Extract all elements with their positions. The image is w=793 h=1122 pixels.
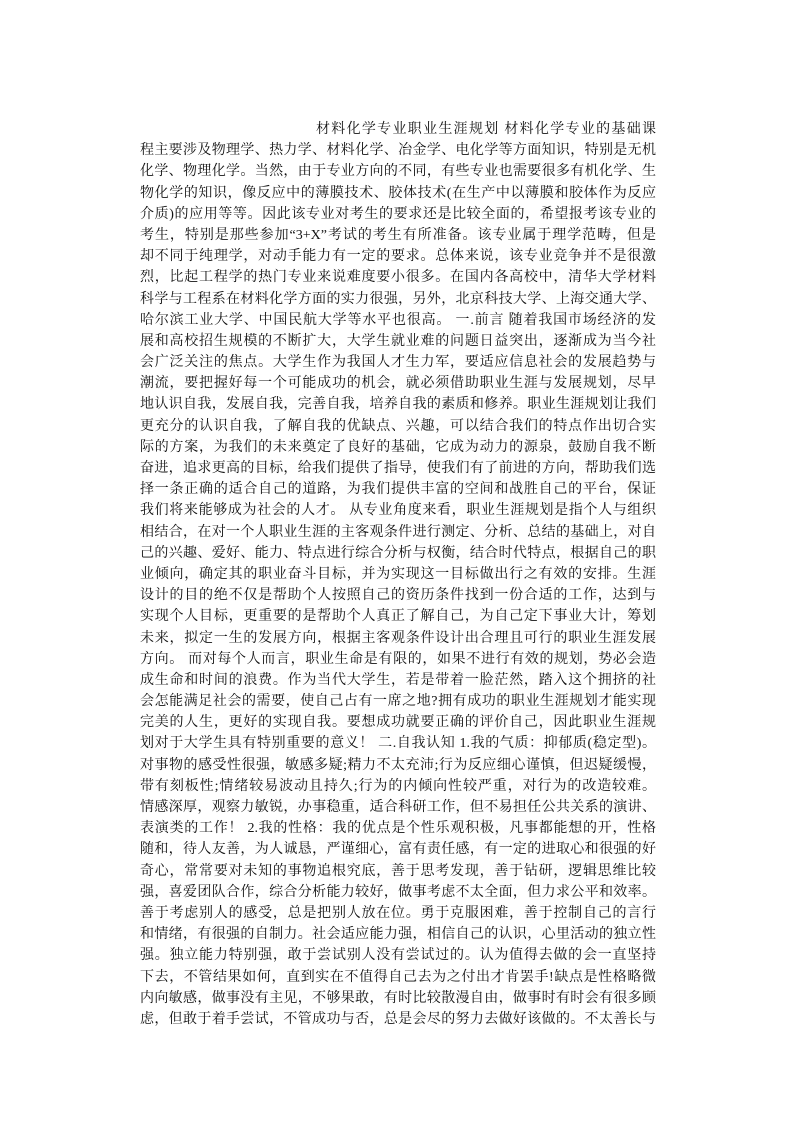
text-line: 善于考虑别人的感受，总是把别人放在位。勇于克服困难，善于控制自己的言行 (140, 905, 656, 921)
text-line: 强，喜爱团队合作，综合分析能力较好，做事考虑不太全面，但力求公平和效率。 (140, 884, 656, 900)
text-line: 业倾向，确定其的职业奋斗目标，并为实现这一目标做出行之有效的安排。生涯 (140, 566, 656, 582)
text-line: 下去，不管结果如何，直到实在不值得自己去为之付出才肯罢手!缺点是性格略微 (140, 969, 656, 985)
text-line: 烈，比起工程学的热门专业来说难度要小很多。在国内各高校中，清华大学材料 (140, 270, 656, 286)
text-line: 完美的人生，更好的实现自我。要想成功就要正确的评价自己，因此职业生涯规 (140, 715, 656, 731)
text-line: 强。独立能力特别强，敢于尝试别人没有尝试过的。认为值得去做的会一直坚持 (140, 948, 656, 964)
text-line: 择一条正确的适合自己的道路，为我们提供丰富的空间和战胜自己的平台，保证 (140, 482, 656, 498)
text-line: 会广泛关注的焦点。大学生作为我国人才生力军，要适应信息社会的发展趋势与 (140, 355, 656, 371)
text-line: 未来，拟定一生的发展方向，根据主客观条件设计出合理且可行的职业生涯发展 (140, 630, 656, 646)
text-block (140, 119, 656, 1030)
text-line: 表演类的工作！ 2.我的性格：我的优点是个性乐观积极，凡事都能想的开，性格 (140, 821, 656, 837)
text-line: 奇心，常常要对未知的事物追根究底，善于思考发现，善于钻研，逻辑思维比较 (140, 863, 656, 879)
text-line: 却不同于纯理学，对动手能力有一定的要求。总体来说，该专业竞争并不是很激 (140, 249, 656, 265)
text-line: 随和，待人友善，为人诚恳，严谨细心，富有责任感，有一定的进取心和很强的好 (140, 842, 656, 858)
text-line: 化学、物理化学。当然，由于专业方向的不同，有些专业也需要很多有机化学、生 (140, 164, 656, 180)
text-line: 带有刻板性;情绪较易波动且持久;行为的内倾向性较严重，对行为的改造较难。 (140, 778, 656, 794)
text-line: 考生，特别是那些参加“3+X”考试的考生有所准备。该专业属于理学范畴，但是 (140, 227, 656, 243)
text-line: 成生命和时间的浪费。作为当代大学生，若是带着一脸茫然，踏入这个拥挤的社 (140, 672, 656, 688)
text-line: 方向。 而对每个人而言，职业生命是有限的，如果不进行有效的规划，势必会造 (140, 651, 656, 667)
text-line: 科学与工程系在材料化学方面的实力很强，另外，北京科技大学、上海交通大学、 (140, 291, 656, 307)
text-line: 情感深厚，观察力敏锐，办事稳重，适合科研工作，但不易担任公共关系的演讲、 (140, 800, 656, 815)
text-line: 会怎能满足社会的需要，使自己占有一席之地?拥有成功的职业生涯规划才能实现 (140, 694, 656, 710)
text-line: 实现个人目标，更重要的是帮助个人真正了解自己，为自己定下事业大计，筹划 (140, 609, 656, 625)
text-line: 物化学的知识，像反应中的薄膜技术、胶体技术(在生产中以薄膜和胶体作为反应 (140, 185, 656, 201)
text-line: 哈尔滨工业大学、中国民航大学等水平也很高。 一.前言 随着我国市场经济的发 (140, 312, 656, 328)
text-line: 介质)的应用等等。因此该专业对考生的要求还是比较全面的，希望报考该专业的 (140, 206, 656, 222)
text-line: 更充分的认识自我，了解自我的优缺点、兴趣，可以结合我们的特点作出切合实 (140, 418, 656, 434)
text-line: 我们将来能够成为社会的人才。 从专业角度来看，职业生涯规划是指个人与组织 (140, 503, 656, 519)
text-line: 相结合，在对一个人职业生涯的主客观条件进行测定、分析、总结的基础上，对自 (140, 524, 656, 540)
text-line: 地认识自我，发展自我，完善自我，培养自我的素质和修养。职业生涯规划让我们 (140, 397, 656, 413)
text-line: 展和高校招生规模的不断扩大，大学生就业难的问题日益突出，逐渐成为当今社 (140, 333, 656, 349)
text-line: 己的兴趣、爱好、能力、特点进行综合分析与权衡，结合时代特点，根据自己的职 (140, 545, 656, 561)
text-line: 潮流，要把握好每一个可能成功的机会，就必须借助职业生涯与发展规划，尽早 (140, 376, 656, 392)
text-line: 设计的目的绝不仅是帮助个人按照自己的资历条件找到一份合适的工作，达到与 (140, 588, 656, 604)
text-line: 奋进，追求更高的目标，给我们提供了指导，使我们有了前进的方向，帮助我们选 (140, 461, 656, 476)
text-line: 对事物的感受性很强，敏感多疑;精力不太充沛;行为反应细心谨慎，但迟疑缓慢， (140, 757, 656, 773)
text-line: 程主要涉及物理学、热力学、材料化学、冶金学、电化学等方面知识，特别是无机 (140, 143, 656, 159)
text-line-title: 材料化学专业职业生涯规划 材料化学专业的基础课 (316, 122, 656, 137)
text-line: 划对于大学生具有特别重要的意义！ 二.自我认知 1.我的气质：抑郁质(稳定型)。 (140, 736, 656, 752)
text-line: 虑，但敢于着手尝试，不管成功与否，总是会尽的努力去做好该做的。不太善长与 (140, 1011, 656, 1027)
text-line: 和情绪，有很强的自制力。社会适应能力强，相信自己的认识，心里活动的独立性 (140, 927, 656, 943)
text-line: 内向敏感，做事没有主见，不够果敢，有时比较散漫自由，做事时有时会有很多顾 (140, 990, 656, 1006)
text-line: 际的方案，为我们的未来奠定了良好的基础，它成为动力的源泉，鼓励自我不断 (140, 439, 656, 455)
